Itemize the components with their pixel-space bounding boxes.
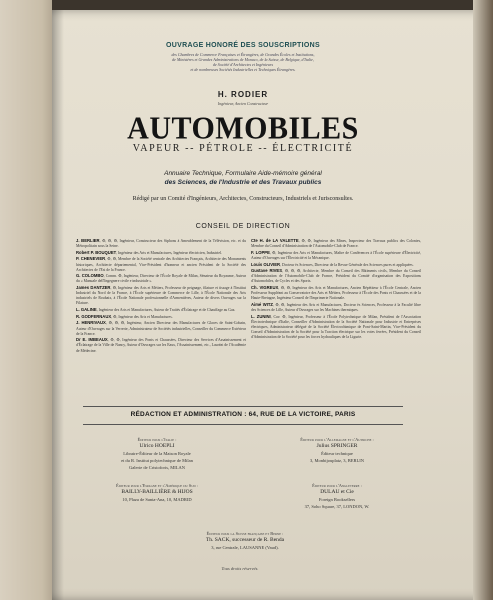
member-entry: Cte H. de LA VALETTE, ⚙, ⚙, Ingénieur des Mines, Inspecteur des Travaux publics des Colonies, Membre du Conseil d'Administration de l'Automobile-Club de France. [251,238,421,249]
redaction-address: RÉDACTION ET ADMINISTRATION : 64, RUE DE LA VICTOIRE, PARIS [130,411,356,418]
annuaire-line-1: Annuaire Technique, Formulaire Aide-mémoire général [164,170,322,177]
right-page-edge [473,0,493,600]
souscription-line-3: de Société d'Architectes et Ingénieurs [212,62,274,67]
member-entry: Robert P. BOUQUET, Ingénieur des Arts et Manufactures, Ingénieur électricien, Industriel. [76,249,223,255]
member-entry: J. HENRIVAUX, ⚙, ⚙, ⚙, Ingénieur, Ancien Directeur des Manufactures de Glaces de Saint-Gobain, Auteur d'Ouvrages sur la Verrerie, Administrateur de Sociétés industrielles, Conseiller du Commerce Extérieur de la France. [76,320,246,336]
ouvrage-heading: OUVRAGE HONORÉ DES SOUSCRIPTIONS [166,42,320,49]
conseil-heading: CONSEIL DE DIRECTION [195,223,291,230]
member-entry: J. BERLIER, ⚙, ⚙, ⚙, Ingénieur, Constructeur des Siphons à Ameublement de la Télévision, etc. et du Métropolitain sous la Seine. [76,238,246,249]
author-name: H. RODIER [217,90,269,99]
souscription-line-1: des Chambres de Commerce Françaises et Étrangères, de Grandes Écoles et Institutions, [171,52,315,57]
member-entry: F. LOPPE, ⚙, Ingénieur des Arts et Manufactures, Maître de Conférences à l'École supérieure d'Électricité, Auteur d'Ouvrages sur l'Électricité et la Mécanique. [251,249,421,260]
members-left-column [76,238,246,354]
editor-angleterre: Éditeur pour l'Angleterre : DULAU et Cie Foreign Booksellers 37, Soho Square, 37, LONDON, W. [304,483,370,509]
member-entry: Dr E. IMBEAUX, ⚙, ⚙, Ingénieur des Ponts et Chaussées, Directeur des Services d'Assainissement et d'Éclairage de la Ville de Nancy, Auteur d'Ouvrages sur les Eaux, l'Assainissement, etc., Lauréat de l'Académie de Médecine. [76,337,246,353]
editor-espagne: Éditeur pour l'Espagne et l'Amérique du Sud : BAILLY-BAILLIÈRE & HIJOS 10, Plaza de Santa-Ana, 10, MADRID [115,483,199,502]
rights-reserved: Tous droits réservés. [221,566,259,571]
member-entry: G. COLOMBO, Comm. ⚙, Ingénieur, Directeur de l'École Royale de Milan, Sénateur du Royaume, Auteur du « Manuale dell'Ingegnere civile e industriale ». [76,273,246,284]
member-entry: James DANTZER, ⚙, Ingénieur des Arts et Métiers, Professeur de peignage, filature et tissage à l'Institut Industriel du Nord de la France, à l'École supérieure de Commerce de Lille, à l'École Nationale des Arts industriels de Roubaix, à l'École Nationale professionnelle d'Armentières, Auteur de divers Ouvrages sur la Filature. [76,285,246,306]
annuaire-line-3: Rédigé par un Comité d'Ingénieurs, Architectes, Constructeurs, Industriels et Jurisconsultes. [132,196,354,202]
member-entry: P. CHENEVIER, ⚙, ⚙, Membre de la Société centrale des Architectes Français, Architecte des Monuments historiques, Architecte départemental, Vice-Président d'honneur et ancien Président de la Société des Architectes de l'Est de la France. [76,256,246,272]
divider-bottom [83,424,403,425]
editor-allemagne: Éditeur pour l'Allemagne et l'Autriche : Julius SPRINGER Éditeur technique 3, Monbijouplatz, 3, BERLIN [300,437,374,463]
divider-top [83,406,403,407]
souscription-line-4: et de nombreuses Sociétés Industrielles et Techniques Étrangères. [190,67,296,72]
annuaire-line-2: des Sciences, de l'Industrie et des Travaux publics [164,179,322,186]
editor-italie: Éditeur pour l'Italie : Ulrico HOEPLI Libraire-Éditeur de la Maison Royale et du R. Institut polytechnique de Milan Galerie de Cristoforis, MILAN [121,437,193,470]
members-right-column [251,238,421,341]
member-entry: L. GALINE, Ingénieur des Arts et Manufactures, Auteur de Traités d'Éclairage et de Chauffage au Gaz. [76,307,236,313]
member-entry: R. GODFERNAUX, ⚙, Ingénieur des Arts et Manufactures. [76,313,173,319]
member-entry: Aimé WITZ, ⚙, ⚙, Ingénieur des Arts et Manufactures, Docteur ès Sciences, Professeur à la Faculté libre des Sciences de Lille, Auteur d'Ouvrages sur les Machines thermiques. [251,302,421,313]
member-entry: Ch. VIGREUX, ⚙, ⚙, Ingénieur des Arts et Manufactures, Ancien Répétiteur à l'École Centrale, Ancien Professeur Suppléant au Conservatoire des Arts et Métiers, Professeur à l'École des Ponts et Chaussées et de la Haute-Bretagne, Ingénieur Conseil de l'Imprimerie Nationale. [251,285,421,301]
editor-suisse: Éditeur pour la Suisse française et Berne : Th. SACK, successeur de R. Benda 3, rue Centrale, LAUSANNE (Vaud). [205,531,285,550]
main-title: AUTOMOBILES [127,111,359,146]
main-subtitle: VAPEUR -- PÉTROLE -- ÉLECTRICITÉ [132,143,354,154]
author-subtitle: Ingénieur, Ancien Constructeur [217,101,269,106]
member-entry: L. ZUNINI, Cav. ⚙, Ingénieur, Professeur à l'École Polytechnique de Milan, Président de l'Association Électrotechnique d'Italie, Conseiller d'Administration de la Société Nationale pour Industrie et Entreprises électriques, Administrateur délégué de la Société Électrochimique de Pont-Saint-Martin, Vice-Président du Conseil d'Administration de la Société pour la Traction électrique sur les voies ferrées, Président du Conseil d'Administration de la Société pour les forces hydrauliques de la Ligurie. [251,313,421,340]
member-entry: Gustave RIVES, ⚙, ⚙, ⚙, Architecte, Membre du Conseil des Bâtiments civils, Membre du Conseil d'Administration de l'Automobile-Club de France, Président du Comité d'organisation des Expositions d'Automobiles, de Cycles et des Sports. [251,268,421,284]
member-entry: Louis OLIVIER, Docteur ès Sciences, Directeur de la Revue Générale des Sciences pures et appliquées. [251,261,414,267]
page-gutter-shadow [52,10,64,600]
souscription-line-2: de Ministères et Grandes Administrations de Monaco, de la Suisse, de Belgique, d'Italie, [172,57,314,62]
